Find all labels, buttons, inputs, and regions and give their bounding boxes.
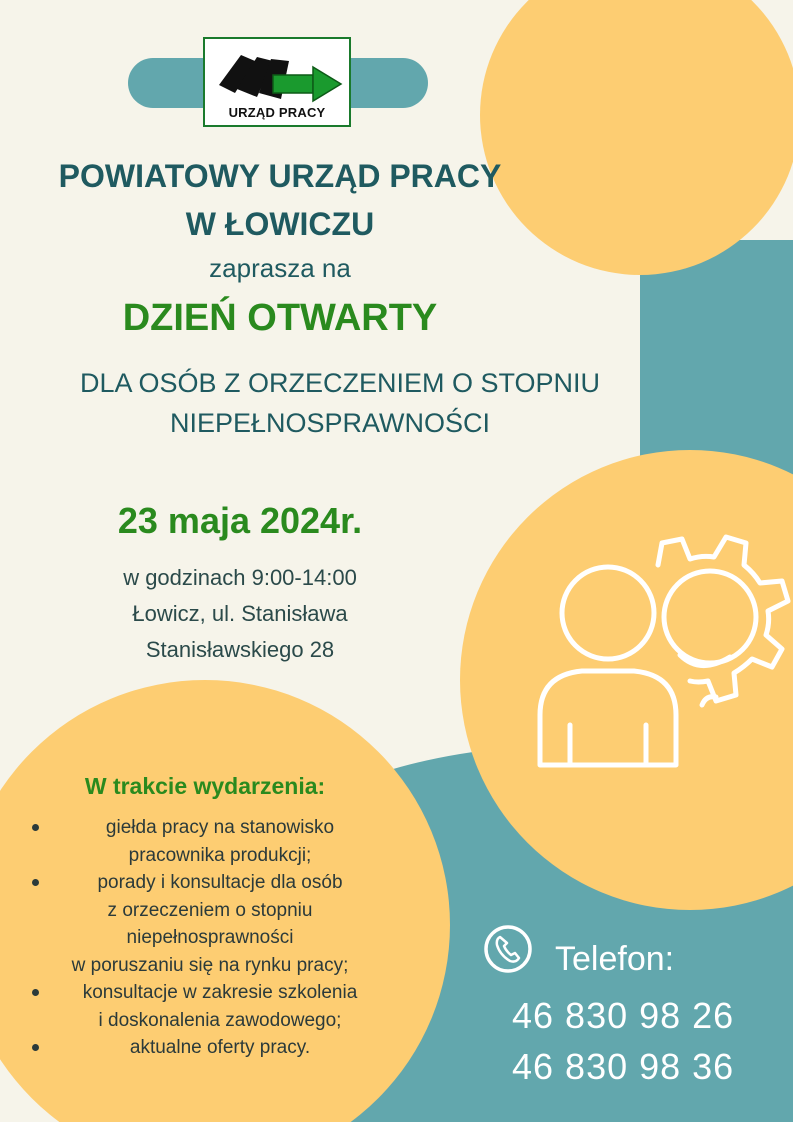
event-hours: w godzinach 9:00-14:00: [123, 565, 357, 590]
agenda-item-3-line-2: i doskonalenia zawodowego;: [98, 1009, 342, 1031]
logo: [203, 37, 351, 127]
event-date: 23 maja 2024r.: [117, 500, 363, 541]
event-name: DZIEŃ OTWARTY: [122, 297, 438, 339]
bullet: [32, 1044, 39, 1051]
agenda-item-2-line-3: niepełnosprawności: [126, 927, 294, 948]
title-line-2: W ŁOWICZU: [185, 206, 375, 242]
list-item: [20, 814, 400, 869]
agenda-list: [20, 814, 400, 1062]
agenda-item-2-line-1: porady i konsultacje dla osób: [97, 872, 343, 893]
invites-text: zaprasza na: [209, 253, 351, 283]
list-item: [20, 1034, 400, 1062]
list-item: [20, 979, 400, 1034]
agenda-item-4-line-1: aktualne oferty pracy.: [129, 1037, 311, 1058]
person-gear-icon: [530, 525, 793, 775]
agenda-item-2-line-2: z orzeczeniem o stopniu: [107, 899, 313, 921]
list-item: [20, 869, 400, 979]
agenda-title: W trakcie wydarzenia:: [84, 773, 326, 799]
phone-number-1[interactable]: 46 830 98 26: [512, 995, 735, 1036]
agenda-item-2-line-4: w poruszaniu się na rynku pracy;: [71, 954, 349, 976]
phone-number-2[interactable]: 46 830 98 36: [512, 1046, 735, 1087]
title-line-1: POWIATOWY URZĄD PRACY: [58, 158, 502, 194]
phone-icon: [482, 923, 534, 975]
bullet: [32, 879, 39, 886]
phone-label: Telefon:: [555, 940, 675, 978]
audience-line-1: DLA OSÓB Z ORZECZENIEM O STOPNIU: [79, 368, 601, 398]
bullet: [32, 824, 39, 831]
audience-line-2: NIEPEŁNOSPRAWNOŚCI: [169, 408, 491, 438]
logo-label: URZĄD PRACY: [228, 105, 326, 120]
bullet: [32, 989, 39, 996]
agenda-item-1-line-2: pracownika produkcji;: [128, 844, 312, 866]
cards-arrow-icon: [215, 45, 343, 103]
event-address-line-2: Stanisławskiego 28: [145, 637, 335, 662]
event-address-line-1: Łowicz, ul. Stanisława: [132, 601, 348, 626]
agenda-item-3-line-1: konsultacje w zakresie szkolenia: [82, 982, 358, 1003]
agenda-item-1-line-1: giełda pracy na stanowisko: [105, 817, 335, 838]
